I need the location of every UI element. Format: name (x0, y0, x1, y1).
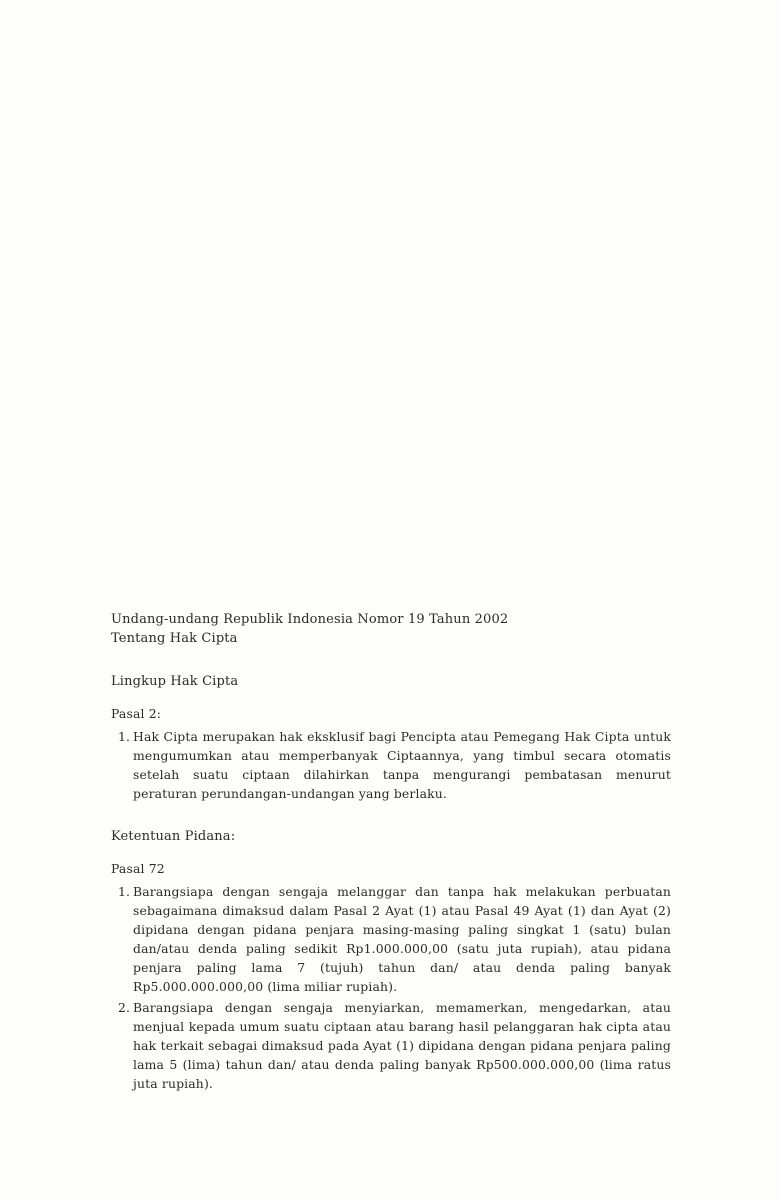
list-item (111, 998, 671, 1093)
item-text: Hak Cipta merupakan hak eksklusif bagi Pencipta atau Pemegang Hak Cipta untuk mengumumkan atau memperbanyak Ciptaannya, yang timbul secara otomatis setelah suatu ciptaan dilahirkan tanpa mengurangi pembatasan menurut peraturan perundangan-undangan yang berlaku. (133, 729, 671, 801)
section-heading-scope: Lingkup Hak Cipta (111, 674, 239, 689)
item-number: 2. (118, 1000, 131, 1015)
pasal-label-72: Pasal 72 (111, 861, 165, 876)
list-item (111, 727, 671, 803)
law-subtitle: Tentang Hak Cipta (111, 631, 238, 646)
item-text: Barangsiapa dengan sengaja menyiarkan, memamerkan, mengedarkan, atau menjual kepada umum suatu ciptaan atau barang hasil pelanggaran hak cipta atau hak terkait sebagai dimaksud pada Ayat (1) dipidana dengan pidana penjara paling lama 5 (lima) tahun dan/ atau denda paling banyak Rp500.000.000,00 (lima ratus juta rupiah). (133, 1000, 671, 1091)
item-text: Barangsiapa dengan sengaja melanggar dan tanpa hak melakukan perbuatan sebagaimana dimaksud dalam Pasal 2 Ayat (1) atau Pasal 49 Ayat (1) dan Ayat (2) dipidana dengan pidana penjara masing-masing paling singkat 1 (satu) bulan dan/atau denda paling sedikit Rp1.000.000,00 (satu juta rupiah), atau pidana penjara paling lama 7 (tujuh) tahun dan/ atau denda paling banyak Rp5.000.000.000,00 (lima miliar rupiah). (133, 884, 671, 994)
list-item (111, 882, 671, 996)
pasal-label-2: Pasal 2: (111, 706, 162, 721)
section-heading-penalty: Ketentuan Pidana: (111, 829, 236, 844)
copyright-notice (111, 610, 671, 1095)
pasal-2-items (111, 727, 671, 803)
item-number: 1. (118, 884, 131, 899)
law-title: Undang-undang Republik Indonesia Nomor 19 Tahun 2002 (111, 612, 509, 627)
pasal-72-items (111, 882, 671, 1093)
item-number: 1. (118, 729, 131, 744)
